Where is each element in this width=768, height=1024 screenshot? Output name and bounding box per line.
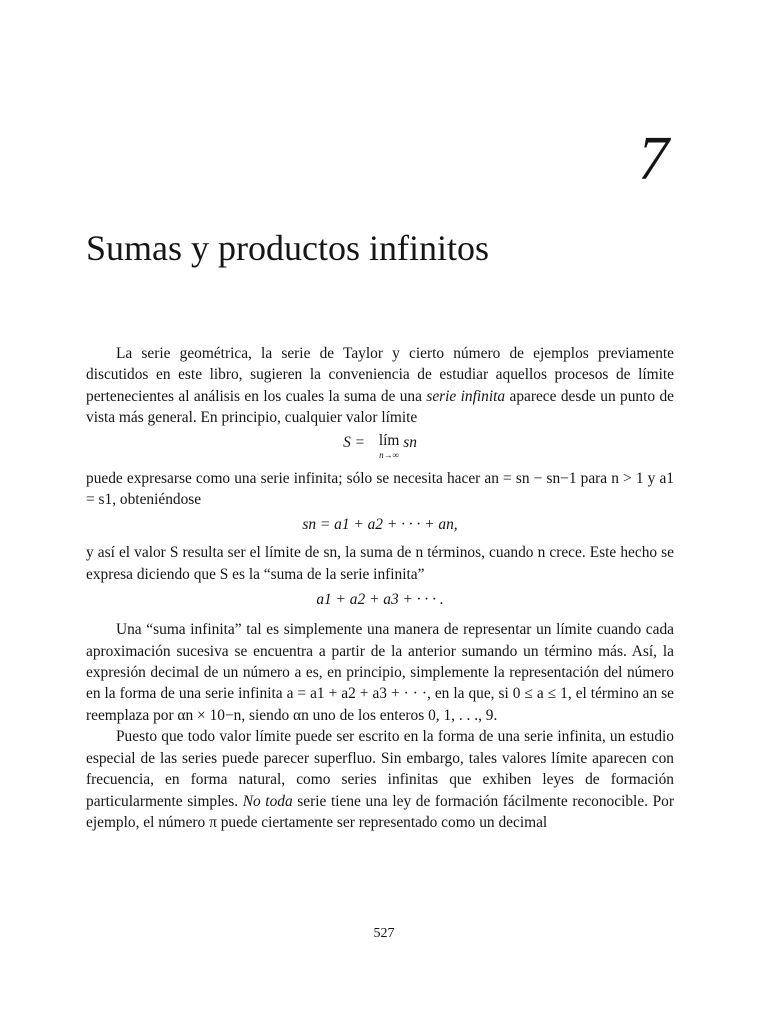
paragraph-1-text-a: La serie geométrica, la serie de Taylor y cierto número de ejemplos previamente discutidos en este libro, sugieren la conveniencia de estudiar aquellos procesos de límite pertenecientes al análisis en los cuales la suma de una xyxy=(86,345,674,405)
equation-limit-rhs: sn xyxy=(399,433,417,451)
emphasis-no-toda: No toda xyxy=(242,792,293,810)
paragraph-1-text-b: aparece desde un punto de vista más general. En principio, cualquier valor límite xyxy=(86,387,674,427)
emphasis-serie-infinita: serie infinita xyxy=(426,387,506,405)
paragraph-3: y así el valor S resulta ser el límite de sn, la suma de n términos, cuando n crece. Este hecho se expresa diciendo que S es la “suma de la serie infinita” xyxy=(86,544,674,583)
chapter-title: Sumas y productos infinitos xyxy=(86,228,489,268)
paragraph-5-text-a: Puesto que todo valor límite puede ser escrito en la forma de una serie infinita, un estudio especial de las series puede parecer superfluo. Sin embargo, tales valores límite aparecen con frecuencia, en forma natural, como series infinitas que exhiben leyes de formación particularmente simples. xyxy=(86,728,674,810)
paragraph-5-text-b: serie tiene una ley de formación fácilmente reconocible. Por ejemplo, el número π puede ciertamente ser representado como un decimal xyxy=(86,792,675,831)
equation-limit-lhs: S = xyxy=(343,433,369,451)
chapter-number: 7 xyxy=(638,125,669,193)
body-text xyxy=(86,343,674,833)
equation-series: a1 + a2 + a3 + · · · . xyxy=(316,591,444,609)
equation-limit-operator: lím xyxy=(378,431,400,449)
page-number: 527 xyxy=(373,926,395,941)
paragraph-5 xyxy=(86,726,674,833)
paragraph-4: Una “suma infinita” tal es simplemente una manera de representar un límite cuando cada aproximación sucesiva se encuentra a partir de la anterior sumando un término más. Así, la expresión decimal de un número a es, en principio, simplemente la representación del número en la forma de una serie infinita a = a1 + a2 + a3 + · · ·, en la que, si 0 ≤ a ≤ 1, el término an se reemplaza por αn × 10−n, siendo αn uno de los enteros 0, 1, . . ., 9. xyxy=(86,621,674,724)
equation-partial-sum: sn = a1 + a2 + · · · + an, xyxy=(302,516,458,534)
paragraph-1 xyxy=(86,343,674,429)
equation-limit xyxy=(86,432,674,466)
paragraph-2: puede expresarse como una serie infinita; sólo se necesita hacer an = sn − sn−1 para n > 1 y a1 = s1, obteniéndose xyxy=(86,469,674,509)
equation-limit-subscript: n→∞ xyxy=(379,449,400,460)
